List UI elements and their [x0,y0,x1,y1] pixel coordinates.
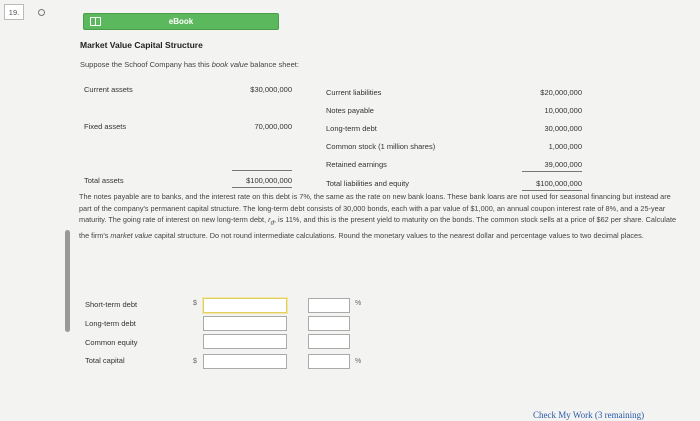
fixed-assets-label: Fixed assets [84,122,127,131]
total-assets-label: Total assets [84,176,124,185]
page-title: Market Value Capital Structure [80,40,203,50]
total-capital-percent-input[interactable] [308,354,350,369]
retained-earnings-value: 39,000,000 [544,160,582,169]
current-assets-value: $30,000,000 [250,85,292,94]
status-circle-icon [38,9,45,16]
current-assets-label: Current assets [84,85,133,94]
current-liabilities-label: Current liabilities [326,88,382,97]
question-nav [0,0,66,421]
short-term-debt-percent-input[interactable] [308,298,350,313]
total-liabilities-equity-label: Total liabilities and equity [326,179,409,188]
long-term-debt-label: Long-term debt [326,124,377,133]
total-capital-value-input[interactable] [203,354,287,369]
long-term-debt-percent-input[interactable] [308,316,350,331]
currency-symbol: $ [193,358,197,365]
percent-symbol: % [355,358,362,365]
notes-payable-value: 10,000,000 [544,106,582,115]
short-term-debt-value-input[interactable] [203,298,287,313]
total-liabilities-equity-value: $100,000,000 [536,179,582,188]
common-stock-label: Common stock (1 million shares) [326,142,436,151]
percent-symbol: % [355,300,362,307]
fixed-assets-value: 70,000,000 [254,122,292,131]
ebook-button[interactable] [83,13,279,30]
long-term-debt-label: Long-term debt [85,319,136,328]
common-equity-value-input[interactable] [203,334,287,349]
common-stock-value: 1,000,000 [548,142,582,151]
common-equity-percent-input[interactable] [308,334,350,349]
short-term-debt-label: Short-term debt [85,300,138,309]
divider [522,171,582,172]
divider [232,187,292,188]
scrollbar[interactable] [65,230,70,332]
retained-earnings-label: Retained earnings [326,160,387,169]
question-number: 19. [4,4,24,20]
book-icon [90,17,101,26]
current-liabilities-value: $20,000,000 [540,88,582,97]
long-term-debt-value: 30,000,000 [544,124,582,133]
long-term-debt-value-input[interactable] [203,316,287,331]
check-my-work-link[interactable]: Check My Work (3 remaining) [533,410,645,420]
common-equity-label: Common equity [85,338,138,347]
notes-payable-label: Notes payable [326,106,374,115]
problem-text: The notes payable are to banks, and the interest rate on this debt is 7%, the same as the rate on new bank loans. These bank loans are not used for seasonal financing but instead are part of the company's permanent capital structure. The long-term debt consists of 30,000 bonds, each with a par value of $1,000, an annual coupon interest rate of 8%, and a 25-year maturity. The going rate of interest on new long-term debt, $r_d$, is 11%, and this is the present yield to maturity on the bonds. The common stock sells at a price of $62 per share. Calculate the firm's market value capital structure. Do not round intermediate calculations. Round the monetary values to the nearest dollar and percentage values to two decimal places. [79,192,677,240]
currency-symbol: $ [193,300,197,307]
subtitle: Suppose the Schoof Company has this book value balance sheet: [80,60,299,69]
divider [232,170,292,171]
ebook-label: eBook [168,17,194,26]
total-assets-value: $100,000,000 [246,176,292,185]
total-capital-label: Total capital [85,356,125,365]
